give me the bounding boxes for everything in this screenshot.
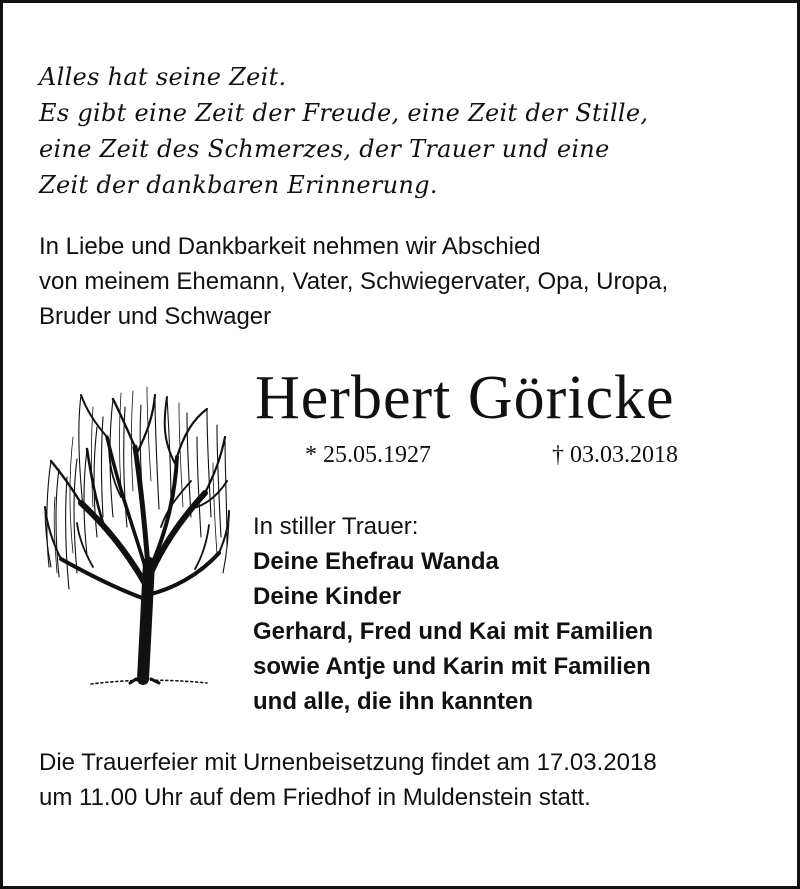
intro-line: Bruder und Schwager [39, 303, 272, 330]
birth-date: * 25.05.1927 [305, 442, 431, 468]
deceased-name: Herbert Göricke [255, 364, 675, 432]
funeral-info [39, 745, 657, 815]
mourners-heading: In stiller Trauer: [253, 513, 419, 540]
quote-line: Es gibt eine Zeit der Freude, eine Zeit der Stille, [39, 99, 649, 127]
quote-block [39, 59, 648, 203]
quote-line: eine Zeit des Schmerzes, der Trauer und eine [39, 135, 610, 163]
tree-icon [37, 377, 233, 693]
mourner-line: und alle, die ihn kannten [253, 688, 534, 715]
funeral-line: um 11.00 Uhr auf dem Friedhof in Muldenstein statt. [39, 784, 591, 811]
quote-line: Zeit der dankbaren Erinnerung. [39, 171, 438, 199]
intro-line: von meinem Ehemann, Vater, Schwiegervater, Opa, Uropa, [39, 268, 669, 295]
mourners-block [253, 509, 653, 719]
mourner-line: Deine Kinder [253, 583, 402, 610]
mourner-line: Gerhard, Fred und Kai mit Familien [253, 618, 654, 645]
intro-text [39, 229, 668, 334]
mourner-line: Deine Ehefrau Wanda [253, 548, 499, 575]
funeral-line: Die Trauerfeier mit Urnenbeisetzung findet am 17.03.2018 [39, 749, 657, 776]
mourner-line: sowie Antje und Karin mit Familien [253, 653, 651, 680]
death-date: † 03.03.2018 [552, 442, 678, 468]
intro-line: In Liebe und Dankbarkeit nehmen wir Abschied [39, 233, 541, 260]
quote-line: Alles hat seine Zeit. [39, 63, 287, 91]
